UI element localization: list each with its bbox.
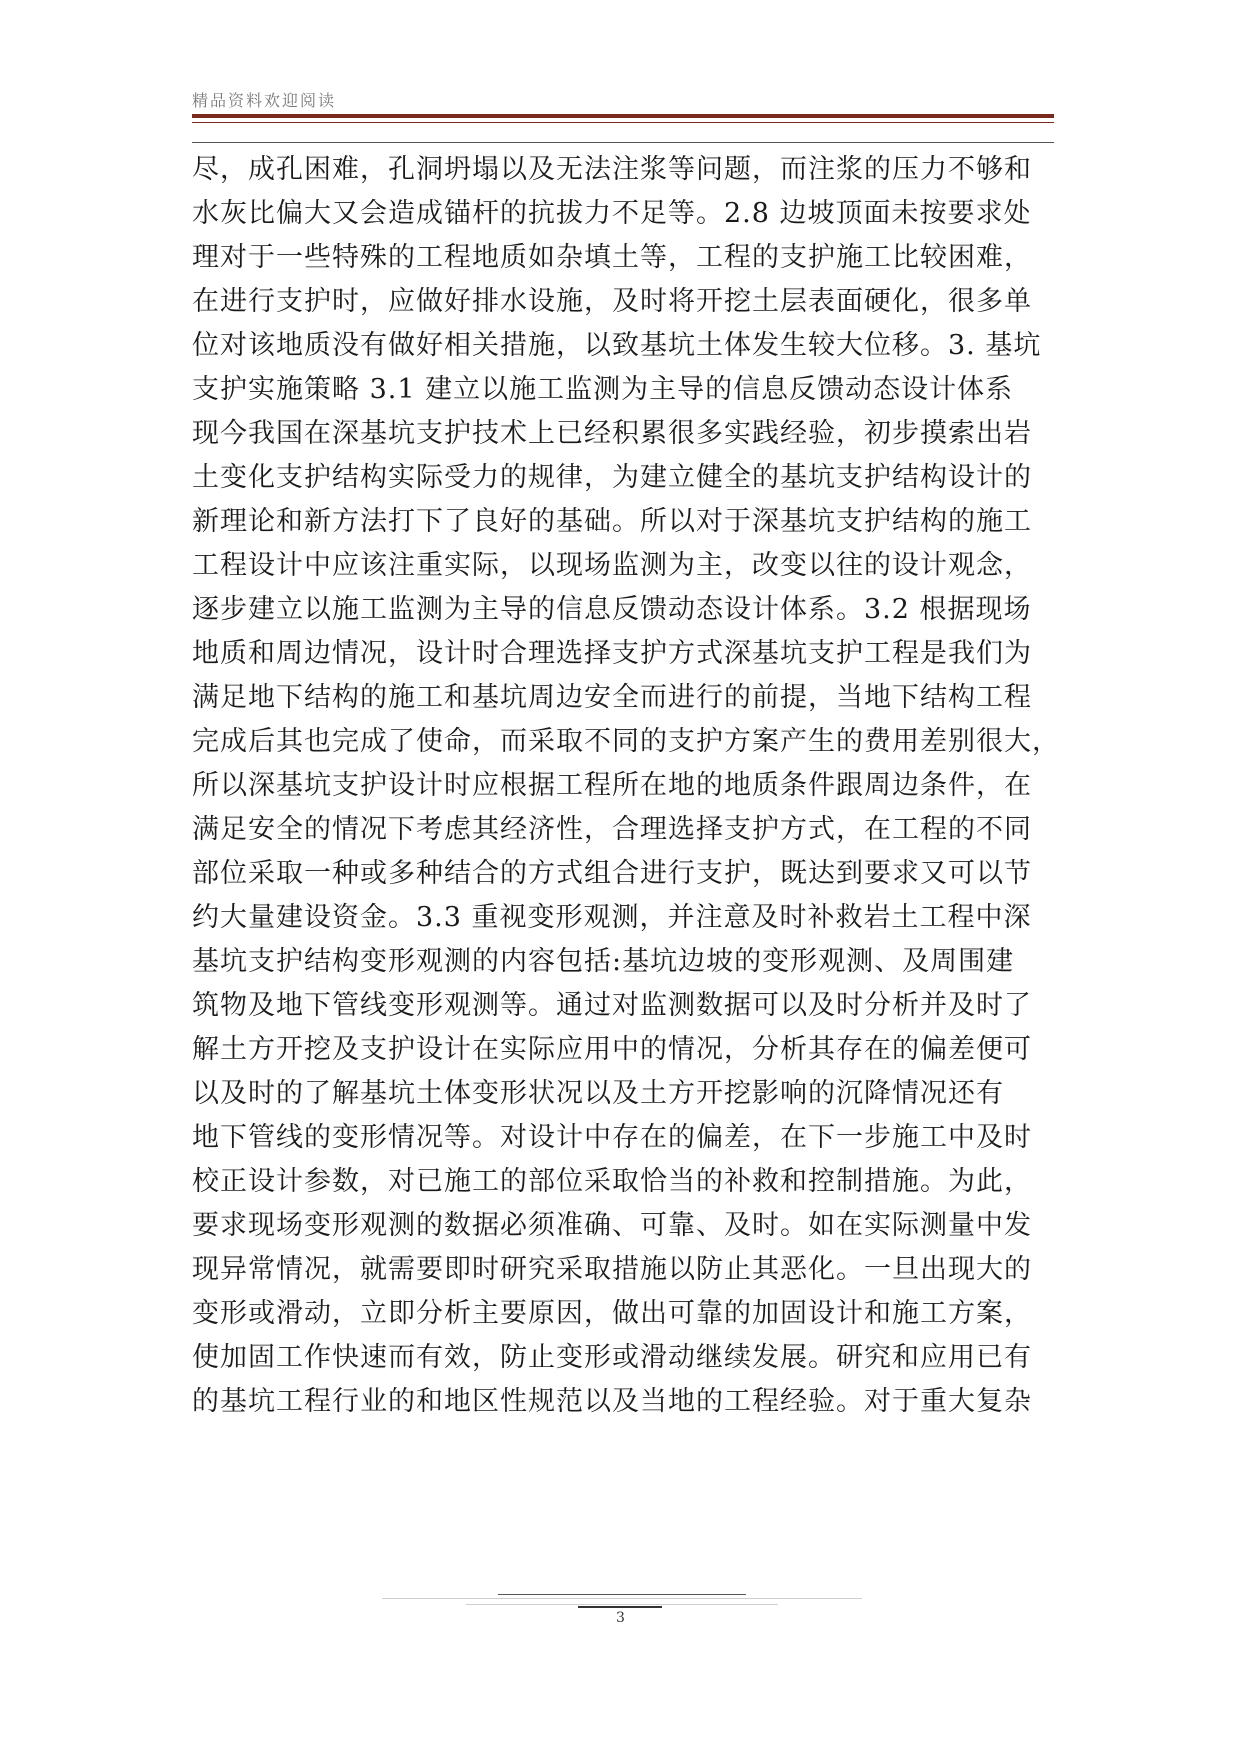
body-line: 解土方开挖及支护设计在实际应用中的情况，分析其存在的偏差便可 — [192, 1034, 1032, 1065]
body-line: 现异常情况，就需要即时研究采取措施以防止其恶化。一旦出现大的 — [192, 1254, 1032, 1285]
body-text — [192, 148, 1062, 1424]
body-line: 支护实施策略 3.1 建立以施工监测为主导的信息反馈动态设计体系 — [192, 374, 1014, 405]
body-line: 新理论和新方法打下了良好的基础。所以对于深基坑支护结构的施工 — [192, 506, 1032, 537]
body-line: 工程设计中应该注重实际，以现场监测为主，改变以往的设计观念， — [192, 550, 1032, 581]
body-line: 要求现场变形观测的数据必须准确、可靠、及时。如在实际测量中发 — [192, 1210, 1032, 1241]
footer-rule-long — [382, 1598, 862, 1599]
header-label: 精品资料欢迎阅读 — [192, 91, 337, 110]
page-number: 3 — [616, 1610, 625, 1626]
body-line: 位对该地质没有做好相关措施，以致基坑土体发生较大位移。3. 基坑 — [192, 330, 1042, 361]
body-line: 完成后其也完成了使命，而采取不同的支护方案产生的费用差别很大， — [192, 726, 1060, 757]
body-line: 所以深基坑支护设计时应根据工程所在地的地质条件跟周边条件，在 — [192, 770, 1032, 801]
body-line: 校正设计参数，对已施工的部位采取恰当的补救和控制措施。为此， — [192, 1166, 1032, 1197]
body-line: 在进行支护时，应做好排水设施，及时将开挖土层表面硬化，很多单 — [192, 286, 1032, 317]
body-line: 现今我国在深基坑支护技术上已经积累很多实践经验，初步摸索出岩 — [192, 418, 1032, 449]
body-line: 约大量建设资金。3.3 重视变形观测，并注意及时补救岩土工程中深 — [192, 902, 1032, 933]
footer-rule-upper — [498, 1594, 746, 1595]
body-line: 的基坑工程行业的和地区性规范以及当地的工程经验。对于重大复杂 — [192, 1386, 1032, 1417]
body-line: 逐步建立以施工监测为主导的信息反馈动态设计体系。3.2 根据现场 — [192, 594, 1032, 625]
body-line: 水灰比偏大又会造成锚杆的抗拔力不足等。2.8 边坡顶面未按要求处 — [192, 198, 1032, 229]
header-rule-thin — [192, 122, 1054, 123]
footer-rule-center — [578, 1606, 662, 1608]
body-line: 变形或滑动，立即分析主要原因，做出可靠的加固设计和施工方案， — [192, 1298, 1032, 1329]
body-line: 尽，成孔困难，孔洞坍塌以及无法注浆等问题，而注浆的压力不够和 — [192, 154, 1032, 185]
body-line: 以及时的了解基坑土体变形状况以及土方开挖影响的沉降情况还有 — [192, 1078, 1004, 1109]
header-rule-bottom — [192, 142, 1054, 143]
body-line: 满足地下结构的施工和基坑周边安全而进行的前提，当地下结构工程 — [192, 682, 1032, 713]
body-line: 土变化支护结构实际受力的规律，为建立健全的基坑支护结构设计的 — [192, 462, 1032, 493]
body-line: 基坑支护结构变形观测的内容包括:基坑边坡的变形观测、及周围建 — [192, 946, 1015, 977]
body-line: 地下管线的变形情况等。对设计中存在的偏差，在下一步施工中及时 — [192, 1122, 1032, 1153]
body-line: 理对于一些特殊的工程地质如杂填土等，工程的支护施工比较困难， — [192, 242, 1032, 273]
body-line: 地质和周边情况，设计时合理选择支护方式深基坑支护工程是我们为 — [192, 638, 1032, 669]
body-line: 筑物及地下管线变形观测等。通过对监测数据可以及时分析并及时了 — [192, 990, 1032, 1021]
body-line: 部位采取一种或多种结合的方式组合进行支护，既达到要求又可以节 — [192, 858, 1032, 889]
footer-rule-short — [466, 1604, 778, 1605]
body-line: 使加固工作快速而有效，防止变形或滑动继续发展。研究和应用已有 — [192, 1342, 1032, 1373]
header-rule-thick — [192, 114, 1054, 118]
body-line: 满足安全的情况下考虑其经济性，合理选择支护方式，在工程的不同 — [192, 814, 1032, 845]
